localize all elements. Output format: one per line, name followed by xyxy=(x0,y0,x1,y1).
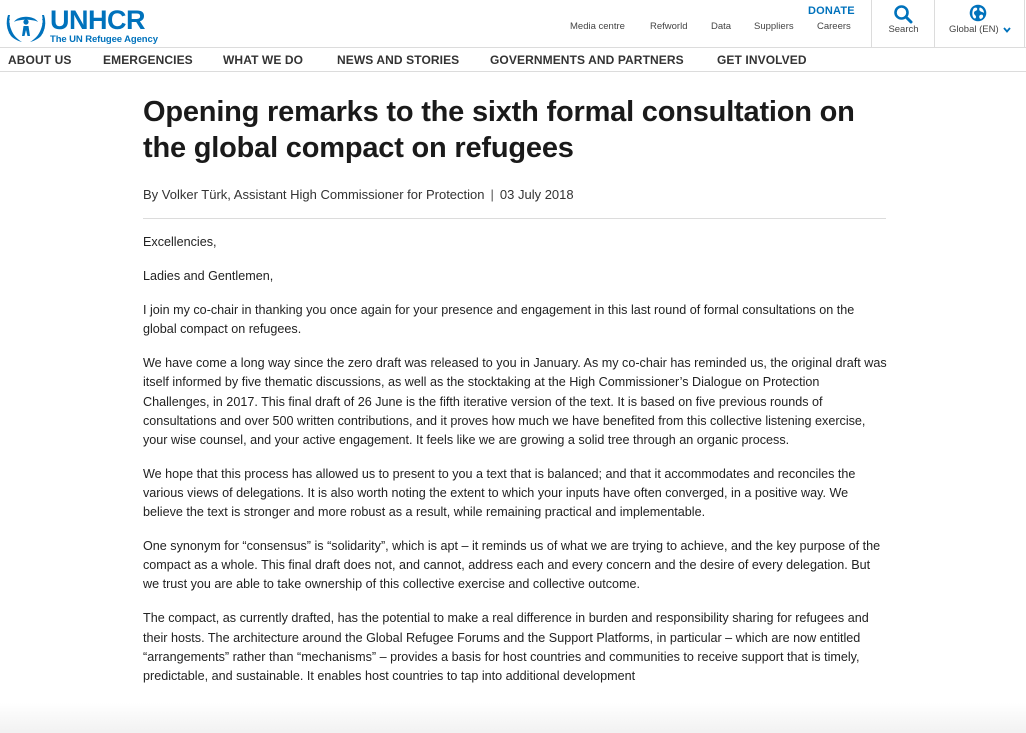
article-paragraph: Ladies and Gentlemen, xyxy=(143,269,274,284)
language-label: Global (EN) xyxy=(949,24,999,35)
article xyxy=(143,94,888,701)
nav-item-news-and-stories[interactable]: NEWS AND STORIES xyxy=(337,53,460,67)
util-link-suppliers[interactable]: Suppliers xyxy=(754,21,794,32)
article-date: 03 July 2018 xyxy=(499,187,574,202)
nav-item-what-we-do[interactable]: WHAT WE DO xyxy=(223,53,304,67)
nav-item-get-involved[interactable]: GET INVOLVED xyxy=(717,53,807,67)
search-icon xyxy=(893,4,913,24)
unhcr-emblem-icon xyxy=(5,9,47,43)
article-paragraph: The compact, as currently drafted, has the potential to make a real difference in burden and responsibility sharing for refugees and their hosts. The architecture around the Global Refugee Forums and the Support Platforms, in particular – which are now entitled “arrangements” rather than “mechanisms” – provides a basis for host countries and communities to receive support that is timely, predictable, and sustainable. It enables host countries to tap into additional development xyxy=(143,611,869,683)
article-author: By Volker Türk, Assistant High Commissioner for Protection xyxy=(143,187,485,202)
byline-separator: | xyxy=(490,187,494,202)
scroll-fade xyxy=(0,703,1026,733)
util-link-media-centre[interactable]: Media centre xyxy=(570,21,625,32)
unhcr-logo[interactable] xyxy=(5,5,158,46)
article-title: Opening remarks to the sixth formal consultation on the global compact on refugees xyxy=(143,96,855,164)
util-link-data[interactable]: Data xyxy=(711,21,732,32)
donate-link[interactable]: DONATE xyxy=(808,5,855,17)
globe-icon xyxy=(969,4,987,22)
util-link-refworld[interactable]: Refworld xyxy=(650,21,688,32)
article-paragraph: I join my co-chair in thanking you once again for your presence and engagement in this last round of formal consultations on the global compact on refugees. xyxy=(143,303,855,337)
search-button[interactable] xyxy=(871,0,934,47)
chevron-down-icon xyxy=(1003,27,1011,33)
main-nav xyxy=(0,47,1026,72)
nav-item-about-us[interactable]: ABOUT US xyxy=(8,53,72,67)
util-link-careers[interactable]: Careers xyxy=(817,21,851,32)
nav-item-emergencies[interactable]: EMERGENCIES xyxy=(103,53,193,67)
search-label: Search xyxy=(888,24,919,35)
article-paragraph: Excellencies, xyxy=(143,235,217,249)
language-selector[interactable] xyxy=(934,0,1025,47)
byline-divider xyxy=(143,218,886,219)
logo-tagline: The UN Refugee Agency xyxy=(50,34,158,46)
site-header xyxy=(0,0,1026,48)
nav-item-governments-and-partners[interactable]: GOVERNMENTS AND PARTNERS xyxy=(490,53,684,67)
article-paragraph: One synonym for “consensus” is “solidarity”, which is apt – it reminds us of what we are trying to achieve, and the key purpose of the compact as a whole. This final draft does not, and cannot, address each and every concern and the desire of every delegation. But we trust you are able to take ownership of this collective exercise and collective outcome. xyxy=(143,539,881,592)
article-byline xyxy=(143,187,888,205)
article-paragraph: We have come a long way since the zero draft was released to you in January. As my co-chair has reminded us, the original draft was itself informed by five thematic discussions, as well as the stocktaking at the High Commissioner’s Dialogue on Protection Challenges, in 2017. This final draft of 26 June is the fifth iterative version of the text. It is based on five previous rounds of consultations and over 500 written contributions, and it proves how much we have benefited from this collective listening exercise, your wise counsel, and your active engagement. It feels like we are growing a solid tree through an organic process. xyxy=(143,356,887,447)
logo-name: UNHCR xyxy=(50,5,145,36)
article-paragraph: We hope that this process has allowed us to present to you a text that is balanced; and that it accommodates and reconciles the various views of delegations. It is also worth noting the extent to which your inputs have often converged, in a positive way. We believe the text is stronger and more robust as a result, while remaining practical and implementable. xyxy=(143,466,856,520)
article-body xyxy=(143,233,888,686)
